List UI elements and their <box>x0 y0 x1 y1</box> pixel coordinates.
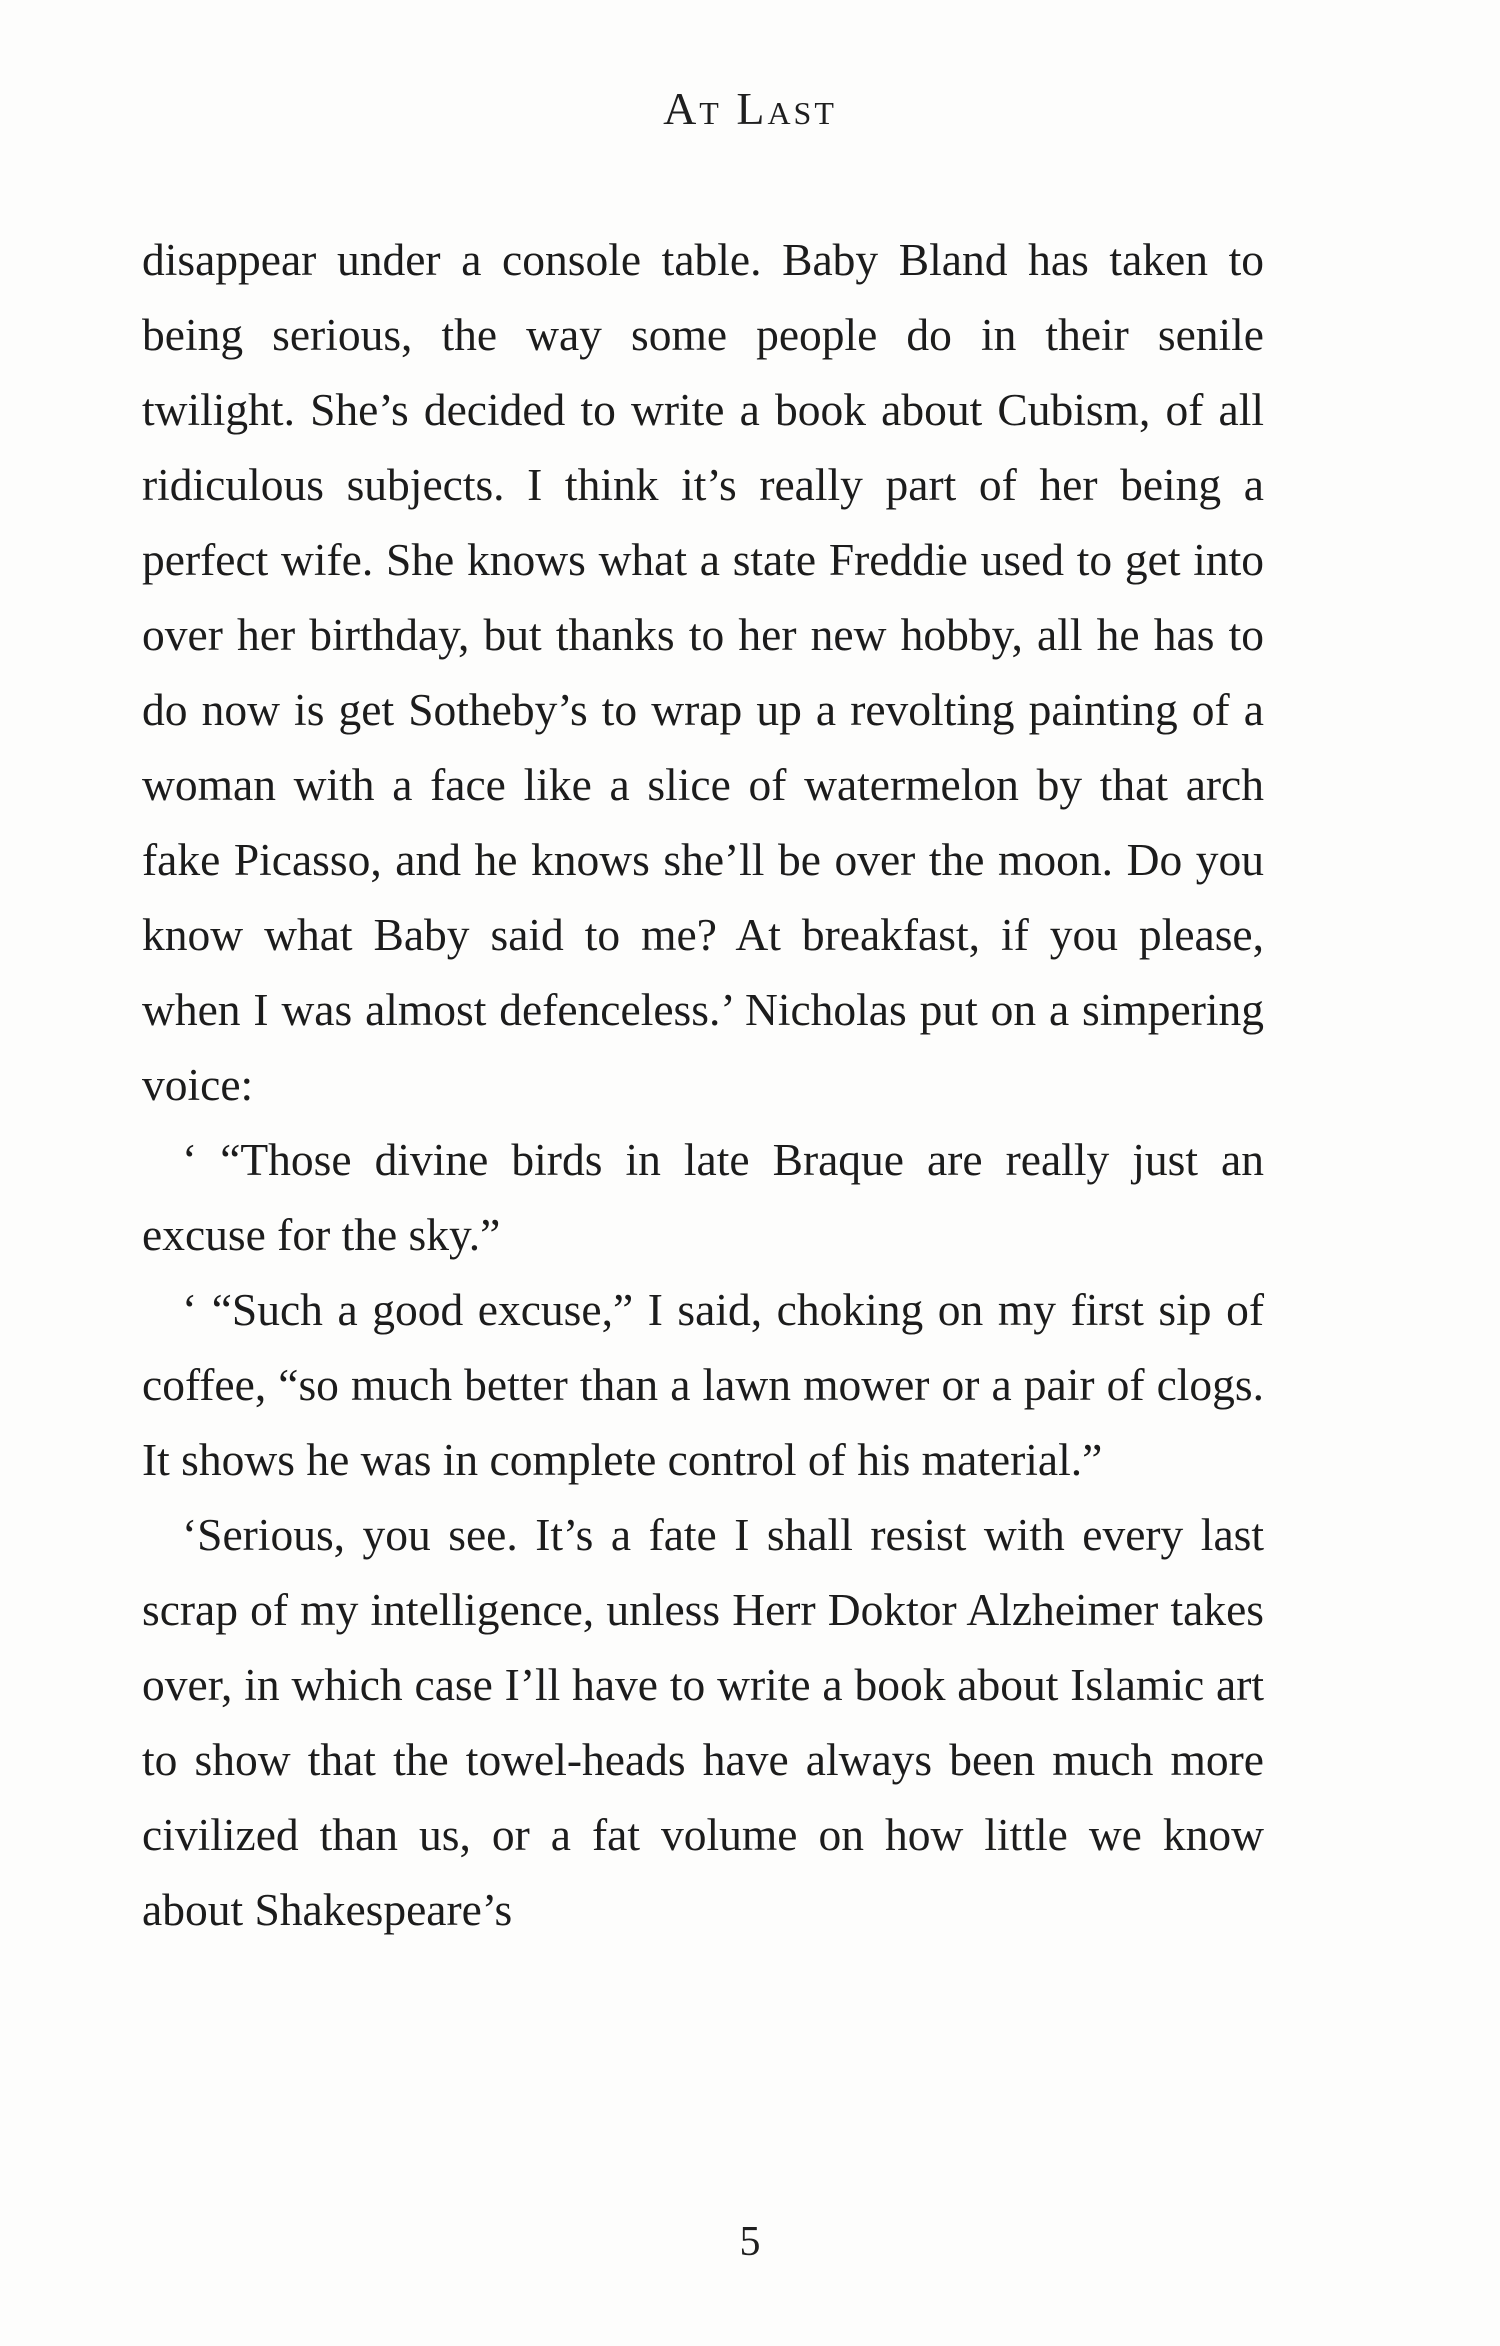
page-number: 5 <box>739 2219 761 2265</box>
running-head: At Last <box>663 83 837 134</box>
paragraph: ‘ “Those divine birds in late Braque are really just an excuse for the sky.” <box>142 1134 1264 1260</box>
body-text <box>142 222 1264 1947</box>
paragraph: disappear under a console table. Baby Bland has taken to being serious, the way some people do in their senile twilight. She’s decided to write a book about Cubism, of all ridiculous subjects. I think it’s really part of her being a perfect wife. She knows what a state Freddie used to get into over her birthday, but thanks to her new hobby, all he has to do now is get Sotheby’s to wrap up a revolting painting of a woman with a face like a slice of watermelon by that arch fake Picasso, and he knows she’ll be over the moon. Do you know what Baby said to me? At breakfast, if you please, when I was almost defenceless.’ Nicholas put on a simpering voice: <box>142 234 1264 1110</box>
paragraph: ‘Serious, you see. It’s a fate I shall resist with every last scrap of my intelligence, unless Herr Doktor Alzheimer takes over, in which case I’ll have to write a book about Islamic art to show that the towel-heads have always been much more civilized than us, or a fat volume on how little we know about Shakespeare’s <box>142 1509 1264 1935</box>
paragraph: ‘ “Such a good excuse,” I said, choking on my first sip of coffee, “so much better than a lawn mower or a pair of clogs. It shows he was in complete control of his material.” <box>142 1284 1264 1485</box>
